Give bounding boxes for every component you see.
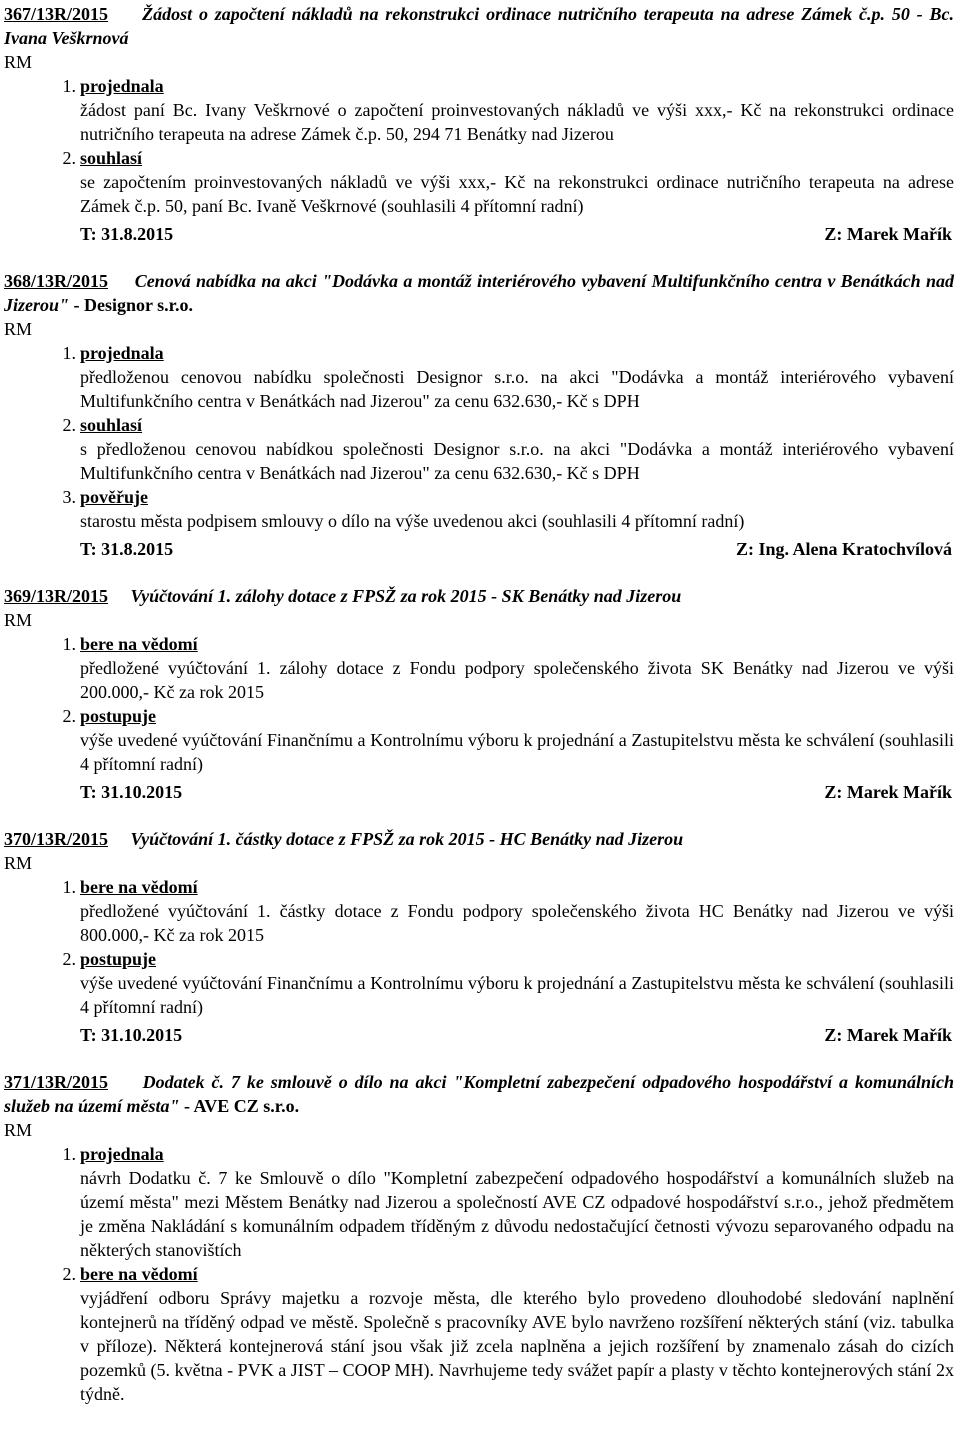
item-verb: projednala <box>80 76 164 96</box>
term-owner-row <box>80 1023 954 1047</box>
responsible-person: Z: Ing. Alena Kratochvílová <box>735 539 952 559</box>
item-text: předložené vyúčtování 1. částky dotace z Fondu podpory společenského života HC Benátky nad Jizerou ve výši 800.000,- Kč za rok 2015 <box>80 901 954 945</box>
council-label: RM <box>4 610 33 630</box>
resolution-item <box>4 875 954 899</box>
item-number: 2. <box>62 1264 76 1284</box>
item-number: 1. <box>62 877 76 897</box>
item-text: se započtením proinvestovaných nákladů ve výši xxx,- Kč na rekonstrukci ordinace nutričního terapeuta na adrese Zámek č.p. 50, paní Bc. Ivaně Veškrnové (souhlasili 4 přítomní radní) <box>80 172 954 216</box>
item-verb: postupuje <box>80 706 157 726</box>
resolution-2 <box>4 246 954 561</box>
resolution-number: 371/13R/2015 <box>4 1072 109 1092</box>
item-verb: projednala <box>80 1144 164 1164</box>
responsible-person: Z: Marek Mařík <box>824 782 952 802</box>
resolution-title: Dodatek č. 7 ke smlouvě o dílo na akci "Kompletní zabezpečení odpadového hospodářství a komunálních služeb na území města" <box>4 1072 954 1116</box>
item-verb: bere na vědomí <box>80 634 198 654</box>
item-number: 1. <box>62 1144 76 1164</box>
term-owner-row <box>80 537 954 561</box>
resolution-title: Vyúčtování 1. zálohy dotace z FPSŽ za rok 2015 - SK Benátky nad Jizerou <box>130 586 682 606</box>
council-label: RM <box>4 52 33 72</box>
section-gap <box>4 246 954 269</box>
responsible-person: Z: Marek Mařík <box>824 224 952 244</box>
item-verb: pověřuje <box>80 487 148 507</box>
resolution-heading <box>4 269 954 317</box>
term-date: T: 31.10.2015 <box>80 1025 183 1045</box>
item-number: 1. <box>62 343 76 363</box>
resolution-item <box>4 413 954 437</box>
item-text: předloženou cenovou nabídku společnosti Designor s.r.o. na akci "Dodávka a montáž interiérového vybavení Multifunkčního centra v Benátkách nad Jizerou" za cenu 632.630,- Kč s DPH <box>80 367 954 411</box>
resolution-item <box>4 74 954 98</box>
section-gap <box>4 1047 954 1070</box>
section-gap <box>4 561 954 584</box>
item-verb: bere na vědomí <box>80 1264 198 1284</box>
resolution-title: Žádost o započtení nákladů na rekonstrukci ordinace nutričního terapeuta na adrese Zámek č.p. 50 - Bc. Ivana Veškrnová <box>4 4 954 48</box>
item-text: předložené vyúčtování 1. zálohy dotace z Fondu podpory společenského života SK Benátky nad Jizerou ve výši 200.000,- Kč za rok 2015 <box>80 658 954 702</box>
resolution-title: Cenová nabídka na akci "Dodávka a montáž interiérového vybavení Multifunkčního centra v Benátkách nad Jizerou" <box>4 271 955 315</box>
council-label: RM <box>4 1120 33 1140</box>
resolution-heading <box>4 2 954 50</box>
section-gap <box>4 804 954 827</box>
council-label: RM <box>4 319 33 339</box>
term-owner-row <box>80 780 954 804</box>
item-text: výše uvedené vyúčtování Finančnímu a Kontrolnímu výboru k projednání a Zastupitelstvu města ke schválení (souhlasili 4 přítomní radní) <box>80 973 954 1017</box>
item-number: 3. <box>62 487 76 507</box>
item-text: žádost paní Bc. Ivany Veškrnové o započtení proinvestovaných nákladů ve výši xxx,- Kč na rekonstrukci ordinace nutričního terapeuta na adrese Zámek č.p. 50, 294 71 Benátky nad Jizerou <box>80 100 954 144</box>
resolution-item <box>4 947 954 971</box>
resolution-4 <box>4 804 954 1047</box>
resolution-item <box>4 1262 954 1286</box>
item-number: 1. <box>62 634 76 654</box>
resolution-item <box>4 704 954 728</box>
item-number: 1. <box>62 76 76 96</box>
resolution-1 <box>4 2 954 246</box>
resolution-number: 370/13R/2015 <box>4 829 109 849</box>
item-text: s předloženou cenovou nabídkou společnosti Designor s.r.o. na akci "Dodávka a montáž interiérového vybavení Multifunkčního centra v Benátkách nad Jizerou" za cenu 632.630,- Kč s DPH <box>80 439 954 483</box>
item-verb: souhlasí <box>80 148 143 168</box>
resolution-title-tail: - AVE CZ s.r.o. <box>184 1096 300 1116</box>
resolution-item <box>4 632 954 656</box>
resolution-title-tail: - Designor s.r.o. <box>73 295 194 315</box>
term-owner-row <box>80 222 954 246</box>
resolution-3 <box>4 561 954 804</box>
resolution-heading <box>4 584 954 608</box>
term-date: T: 31.10.2015 <box>80 782 183 802</box>
resolution-item <box>4 341 954 365</box>
item-verb: bere na vědomí <box>80 877 198 897</box>
resolution-number: 367/13R/2015 <box>4 4 109 24</box>
item-number: 2. <box>62 949 76 969</box>
responsible-person: Z: Marek Mařík <box>824 1025 952 1045</box>
item-verb: souhlasí <box>80 415 143 435</box>
resolution-5 <box>4 1047 954 1406</box>
item-number: 2. <box>62 415 76 435</box>
resolution-item <box>4 485 954 509</box>
item-text: vyjádření odboru Správy majetku a rozvoje města, dle kterého bylo provedeno dlouhodobé sledování naplnění kontejnerů na tříděný odpad ve městě. Společně s pracovníky AVE bylo navrženo rozšíření některých stání (viz. tabulka v příloze). Některá kontejnerová stání jsou však již zcela naplněna a jejich rozšíření by znamenalo zásah do cizích pozemků (5. května - PVK a JIST – COOP MH). Navrhujeme tedy svážet papír a plasty v těchto kontejnerových stání 2x týdně. <box>80 1288 954 1404</box>
council-label: RM <box>4 853 33 873</box>
item-text: návrh Dodatku č. 7 ke Smlouvě o dílo "Kompletní zabezpečení odpadového hospodářství a komunálních služeb na území města" mezi Městem Benátky nad Jizerou a společností AVE CZ odpadové hospodářství s.r.o., jehož předmětem je změna Nakládání s komunálním odpadem tříděným z důvodu nedostačující četnosti vývozu separovaného odpadu na některých stanovištích <box>80 1168 954 1260</box>
resolution-heading <box>4 827 954 851</box>
item-number: 2. <box>62 148 76 168</box>
resolution-heading <box>4 1070 954 1118</box>
item-text: výše uvedené vyúčtování Finančnímu a Kontrolnímu výboru k projednání a Zastupitelstvu města ke schválení (souhlasili 4 přítomní radní) <box>80 730 954 774</box>
resolution-item <box>4 146 954 170</box>
term-date: T: 31.8.2015 <box>80 539 174 559</box>
item-text: starostu města podpisem smlouvy o dílo na výše uvedenou akci (souhlasili 4 přítomní radní) <box>80 511 745 531</box>
resolution-title: Vyúčtování 1. částky dotace z FPSŽ za rok 2015 - HC Benátky nad Jizerou <box>130 829 684 849</box>
item-number: 2. <box>62 706 76 726</box>
item-verb: projednala <box>80 343 164 363</box>
resolution-item <box>4 1142 954 1166</box>
term-date: T: 31.8.2015 <box>80 224 174 244</box>
resolution-number: 369/13R/2015 <box>4 586 109 606</box>
item-verb: postupuje <box>80 949 157 969</box>
resolution-number: 368/13R/2015 <box>4 271 109 291</box>
document-page <box>4 2 954 1406</box>
